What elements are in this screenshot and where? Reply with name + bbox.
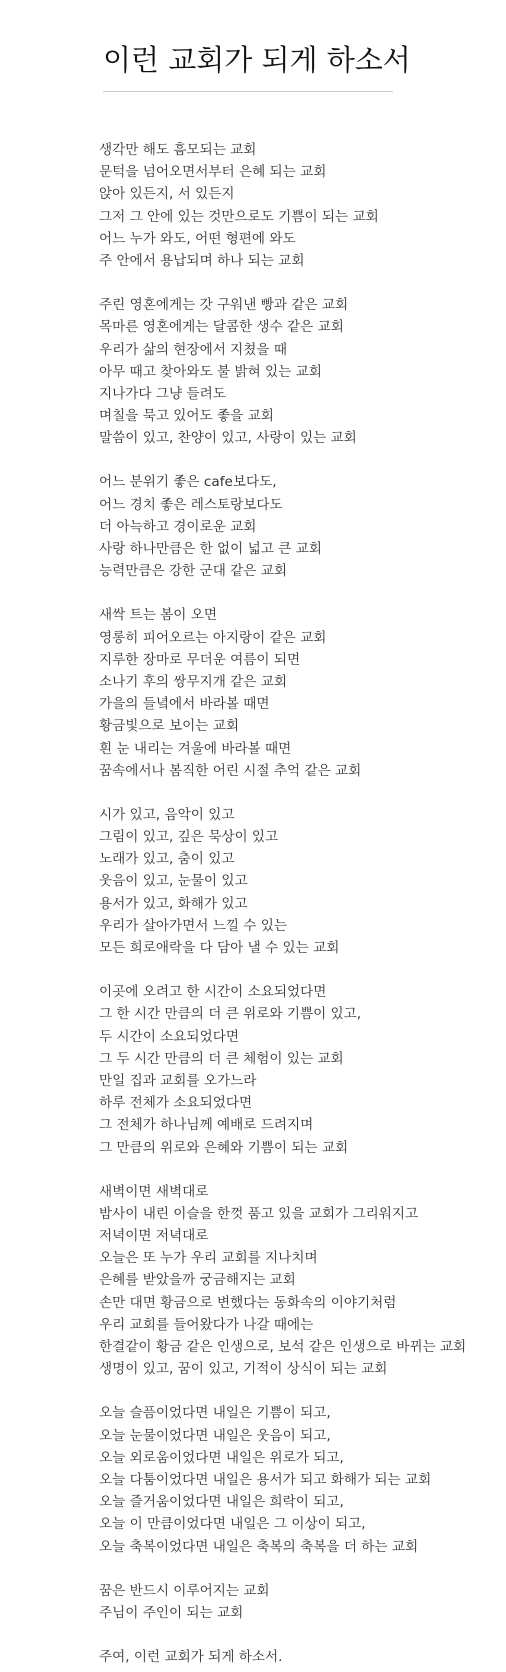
poem-line: 그림이 있고, 깊은 묵상이 있고 <box>99 829 279 846</box>
poem-line: 주님이 주인이 되는 교회 <box>99 1604 244 1621</box>
poem-line: 하루 전체가 소요되었다면 <box>99 1095 253 1112</box>
poem-line: 오늘 축복이었다면 내일은 축복의 축복을 더 하는 교회 <box>99 1538 419 1555</box>
poem-line: 꿈은 반드시 이루어지는 교회 <box>99 1582 270 1599</box>
poem-line: 용서가 있고, 화해가 있고 <box>99 895 248 912</box>
stanza <box>99 471 501 582</box>
poem-line: 며칠을 묵고 있어도 좋을 교회 <box>99 408 274 425</box>
poem-line: 오늘 슬픔이었다면 내일은 기쁨이 되고, <box>99 1405 331 1422</box>
poem-line: 오늘 다툼이었다면 내일은 용서가 되고 화해가 되는 교회 <box>99 1471 432 1488</box>
poem-line: 오늘 즐거움이었다면 내일은 희락이 되고, <box>99 1494 344 1511</box>
poem-line: 흰 눈 내리는 겨울에 바라볼 때면 <box>99 740 292 757</box>
poem-line: 어느 누가 와도, 어떤 형편에 와도 <box>99 230 296 247</box>
poem-line: 어느 경치 좋은 레스토랑보다도 <box>99 496 283 513</box>
poem-line: 만일 집과 교회를 오가느라 <box>99 1072 257 1089</box>
poem-line: 이곳에 오려고 한 시간이 소요되었다면 <box>99 984 327 1001</box>
poem-line: 밤사이 내린 이슬을 한껏 품고 있을 교회가 그리워지고 <box>99 1205 419 1222</box>
stanza <box>99 1580 501 1624</box>
poem-line: 그 두 시간 만큼의 더 큰 체험이 있는 교회 <box>99 1050 344 1067</box>
stanza <box>99 139 501 272</box>
poem-line: 가을의 들녘에서 바라볼 때면 <box>99 696 270 713</box>
poem-line: 우리가 삶의 현장에서 지쳤을 때 <box>99 341 287 358</box>
poem-line: 능력만큼은 강한 군대 같은 교회 <box>99 563 287 580</box>
poem-line: 사랑 하나만큼은 한 없이 넓고 큰 교회 <box>99 541 322 557</box>
stanza <box>99 981 501 1159</box>
poem-line: 오늘 이 만큼이었다면 내일은 그 이상이 되고, <box>99 1516 366 1533</box>
stanza <box>99 1402 501 1557</box>
poem-line: 어느 분위기 좋은 cafe보다도, <box>99 474 277 491</box>
poem-line: 우리가 살아가면서 느낄 수 있는 <box>99 917 287 934</box>
poem-line: 생각만 해도 흠모되는 교회 <box>99 142 257 158</box>
poem-line: 오늘 외로움이었다면 내일은 위로가 되고, <box>99 1449 344 1466</box>
poem-line: 목마른 영혼에게는 달콤한 생수 같은 교회 <box>99 319 344 336</box>
poem-line: 말씀이 있고, 찬양이 있고, 사랑이 있는 교회 <box>99 430 357 447</box>
title-divider <box>103 91 393 92</box>
poem-line: 모든 희로애락을 다 담아 낼 수 있는 교회 <box>99 940 340 956</box>
poem-line: 지루한 장마로 무더운 여름이 되면 <box>99 651 301 668</box>
stanza <box>99 1181 501 1381</box>
poem-line: 그 만큼의 위로와 은혜와 기쁨이 되는 교회 <box>99 1139 349 1156</box>
poem-line: 그 한 시간 만큼의 더 큰 위로와 기쁨이 있고, <box>99 1006 362 1023</box>
poem-line: 그 전체가 하나님께 예배로 드려지며 <box>99 1117 314 1134</box>
poem-line: 한결같이 황금 같은 인생으로, 보석 같은 인생으로 바뀌는 교회 <box>99 1339 467 1355</box>
poem-line: 앉아 있든지, 서 있든지 <box>99 186 235 203</box>
poem-line: 황금빛으로 보이는 교회 <box>99 718 239 735</box>
stanza <box>99 804 501 959</box>
poem-line: 생명이 있고, 꿈이 있고, 기적이 상식이 되는 교회 <box>99 1361 388 1378</box>
poem-line: 웃음이 있고, 눈물이 있고 <box>99 873 248 890</box>
closing-line-wrapper <box>99 1646 501 1668</box>
stanza <box>99 604 501 782</box>
poem-line: 노래가 있고, 춤이 있고 <box>99 851 235 868</box>
poem-line: 영롱히 피어오르는 아지랑이 같은 교회 <box>99 629 327 646</box>
closing-line: 주여, 이런 교회가 되게 하소서. <box>99 1649 283 1666</box>
poem-line: 두 시간이 소요되었다면 <box>99 1028 239 1045</box>
poem-line: 우리 교회를 들어왔다가 나갈 때에는 <box>99 1316 314 1333</box>
poem-line: 아무 때고 찾아와도 불 밝혀 있는 교회 <box>99 363 322 380</box>
poem-line: 소나기 후의 쌍무지개 같은 교회 <box>99 673 287 690</box>
poem-line: 오늘 눈물이었다면 내일은 웃음이 되고, <box>99 1427 331 1444</box>
poem-line: 오늘은 또 누가 우리 교회를 지나치며 <box>99 1250 318 1267</box>
poem-line: 주린 영혼에게는 갓 구워낸 빵과 같은 교회 <box>99 297 349 314</box>
poem-line: 주 안에서 용납되며 하나 되는 교회 <box>99 252 305 269</box>
poem-line: 그저 그 안에 있는 것만으로도 기쁨이 되는 교회 <box>99 208 379 225</box>
poem-line: 문턱을 넘어오면서부터 은혜 되는 교회 <box>99 164 327 181</box>
poem-line: 지나가다 그냥 들려도 <box>99 385 226 402</box>
poem-line: 손만 대면 황금으로 변했다는 동화속의 이야기처럼 <box>99 1294 397 1311</box>
poem-line: 더 아늑하고 경이로운 교회 <box>99 518 257 535</box>
poem-line: 시가 있고, 음악이 있고 <box>99 806 235 823</box>
page-title: 이런 교회가 되게 하소서 <box>103 43 411 77</box>
stanza <box>99 294 501 449</box>
poem-line: 저녁이면 저녁대로 <box>99 1228 209 1245</box>
poem-line: 새벽이면 새벽대로 <box>99 1183 209 1200</box>
poem-line: 꿈속에서나 봄직한 어린 시절 추억 같은 교회 <box>99 762 362 779</box>
poem-line: 새싹 트는 봄이 오면 <box>99 607 218 624</box>
poem-line: 은혜를 받았을까 궁금해지는 교회 <box>99 1272 296 1289</box>
poem-body <box>99 139 501 1668</box>
